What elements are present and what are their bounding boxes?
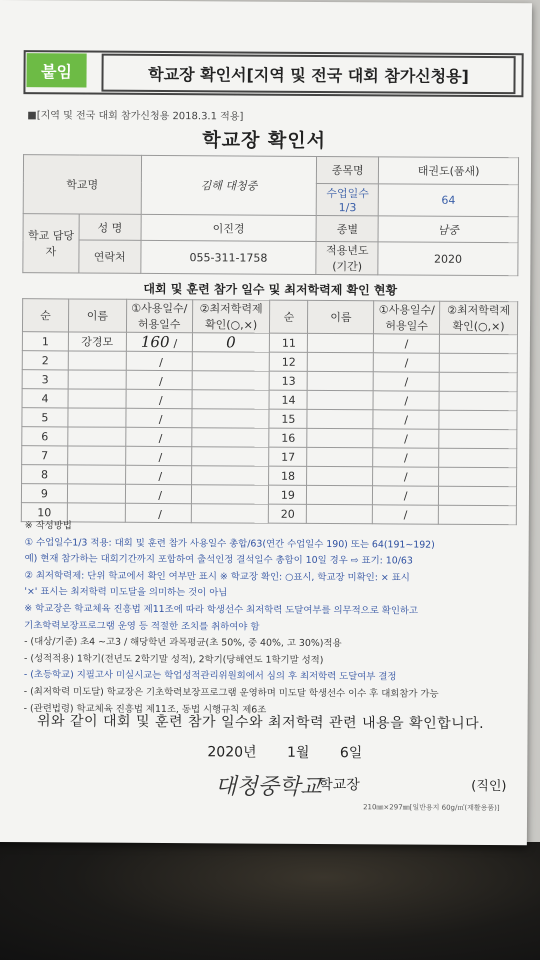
row-name	[68, 370, 126, 389]
row-min-2	[439, 353, 517, 372]
row-days	[126, 351, 192, 370]
name-label: 성 명	[79, 214, 141, 240]
contact-label: 연락처	[79, 240, 141, 273]
category-label: 종별	[316, 215, 378, 241]
col-name-2: 이름	[308, 300, 374, 333]
seal-label: (직인)	[471, 778, 507, 795]
instruction-line: - (대상/기준) 초4 ~고3 / 해당학년 과목평균(초 50%, 중 40%, 고 30%)적용	[24, 636, 342, 650]
col-days: ①사용일수/ 허용일수	[126, 299, 192, 332]
row-min-2	[439, 334, 517, 353]
row-min-2	[439, 391, 517, 410]
row-no: 6	[22, 427, 68, 446]
row-no-2: 17	[269, 447, 307, 466]
row-no-2: 20	[269, 504, 307, 523]
name-value: 이진경	[141, 214, 317, 241]
row-name-2	[308, 371, 374, 390]
instruction-line: ※ 작성방법	[24, 520, 72, 532]
row-days-2: /	[373, 429, 439, 448]
days-value: 160	[140, 332, 170, 352]
row-days-2: /	[373, 448, 439, 467]
sport-label: 종목명	[317, 156, 379, 183]
days-slash: /	[173, 337, 178, 351]
row-name-2	[307, 485, 373, 504]
date-year: 2020년	[207, 744, 257, 761]
days-slash: /	[158, 507, 162, 522]
instruction-line: ① 수업일수1/3 적용: 대회 및 훈련 참가 사용일수 총합/63(연간 수업일수 190) 또는 64(191~192)	[24, 536, 435, 551]
info-table	[22, 154, 519, 276]
row-name	[68, 351, 126, 370]
days-slash: /	[158, 450, 163, 465]
col-no: 순	[22, 299, 68, 332]
row-days	[126, 332, 192, 351]
instruction-line: - (성적적용) 1학기(전년도 2학기말 성적), 2학기(당해연도 1학기말 성적)	[23, 652, 324, 666]
col-min-2: ②최저학력제 확인(○,×)	[440, 301, 518, 334]
version-note: ■[지역 및 전국 대회 참가신청용 2018.3.1 적용]	[27, 110, 244, 123]
attend-label: 수업일수 1/3	[317, 183, 379, 215]
row-min-2	[439, 486, 517, 505]
row-no: 5	[22, 408, 68, 427]
appendix-badge: 붙임	[26, 53, 86, 87]
row-name	[68, 427, 126, 446]
row-name	[67, 484, 125, 503]
instruction-line: ② 최저학력제: 단위 학교에서 확인 여부만 표시 ※ 학교장 확인: ○표시, 학교장 미확인: × 표시	[24, 569, 410, 584]
row-no-2: 18	[269, 466, 307, 485]
row-days-2: /	[373, 391, 439, 410]
attend-value: 64	[378, 184, 518, 217]
row-min-2	[439, 429, 517, 448]
row-no: 9	[21, 484, 67, 503]
row-name-2	[307, 409, 373, 428]
date	[207, 741, 388, 762]
days-slash: /	[158, 412, 163, 427]
row-name	[68, 408, 126, 427]
row-min-2	[439, 410, 517, 429]
instruction-line: 예) 현재 참가하는 대회기간까지 포함하여 출석인정 결석일수 총합이 10일 경우 ⇨ 표기: 10/63	[24, 553, 413, 567]
row-no-2: 13	[270, 371, 308, 390]
row-name	[67, 465, 125, 484]
section-title: 대회 및 훈련 참가 일수 및 최저학력제 확인 현황	[143, 281, 398, 297]
row-min	[191, 485, 269, 504]
row-days-2: /	[373, 467, 439, 486]
row-min-2	[439, 372, 517, 391]
row-days	[126, 370, 192, 389]
year-label: 적용년도 (기간)	[316, 241, 378, 274]
document-title: 학교장 확인서	[202, 129, 327, 153]
instruction-line: - (초등학교) 지필고사 미실시교는 학업성적관리위원회에서 심의 후 최저학력 도달여부 결정	[23, 669, 397, 683]
row-name	[68, 446, 126, 465]
col-days-2: ①사용일수/ 허용일수	[374, 301, 440, 334]
school-value: 김해 대청중	[141, 155, 317, 215]
row-days	[125, 484, 191, 503]
row-name	[68, 389, 126, 408]
row-min	[192, 409, 270, 428]
row-days	[125, 465, 191, 484]
row-min	[192, 390, 270, 409]
row-days	[125, 446, 191, 465]
staff-label: 학교 담당자	[23, 214, 79, 273]
row-no: 7	[22, 446, 68, 465]
dark-surface	[0, 842, 540, 960]
row-days-2: /	[373, 505, 439, 524]
row-days-2: /	[373, 410, 439, 429]
row-no-2: 16	[269, 428, 307, 447]
paper-spec: 210㎜×297㎜[일반용지 60g/㎡(재활용품)]	[363, 803, 500, 813]
days-slash: /	[158, 488, 163, 503]
date-day: 6일	[339, 745, 363, 762]
row-min	[191, 428, 269, 447]
instruction-line: ※ 학교장은 학교체육 진흥법 제11조에 따라 학생선수 최저학력 도달여부를 의무적으로 확인하고	[24, 603, 419, 617]
date-month: 1월	[286, 744, 310, 761]
participation-table	[21, 298, 518, 525]
days-slash: /	[158, 431, 163, 446]
row-min-2	[439, 448, 517, 467]
row-days	[126, 408, 192, 427]
row-no-2: 14	[269, 390, 307, 409]
category-value: 남중	[378, 216, 518, 243]
row-name-2	[307, 390, 373, 409]
contact-value: 055-311-1758	[141, 240, 317, 274]
col-no-2: 순	[270, 300, 308, 333]
handwritten-signature: 대청중학교	[215, 774, 322, 800]
instruction-line: - (관련법령) 학교체육 진흥법 제11조, 동법 시행규칙 제6조	[23, 702, 267, 716]
row-name-2	[308, 333, 374, 352]
row-min	[191, 466, 269, 485]
row-min: 0	[192, 333, 270, 352]
year-value: 2020	[378, 242, 518, 276]
school-label: 학교명	[23, 155, 141, 215]
row-min	[192, 371, 270, 390]
days-slash: /	[158, 393, 163, 408]
row-no: 2	[22, 351, 68, 370]
days-slash: /	[158, 469, 163, 484]
row-days	[126, 389, 192, 408]
row-min	[192, 352, 270, 371]
instructions	[24, 518, 525, 720]
row-name-2	[307, 428, 373, 447]
col-min: ②최저학력제 확인(○,×)	[192, 300, 270, 333]
row-no: 8	[22, 465, 68, 484]
row-name-2	[308, 352, 374, 371]
instruction-line: '×' 표시는 최저학력 미도달을 의미하는 것이 아님	[24, 586, 228, 599]
sport-value: 태권도(품새)	[379, 157, 519, 185]
row-no-2: 11	[270, 333, 308, 352]
row-no-2: 19	[269, 485, 307, 504]
row-days-2: /	[373, 486, 439, 505]
confirmation-text: 위와 같이 대회 및 훈련 참가 일수와 최저학력 관련 내용을 확인합니다.	[36, 713, 485, 732]
instruction-line: - (최저학력 미도달) 학교장은 기초학력보장프로그램 운영하며 미도달 학생선수 이수 후 대회참가 가능	[23, 686, 439, 700]
row-no: 4	[22, 389, 68, 408]
col-name: 이름	[68, 299, 126, 332]
row-name: 강경모	[68, 332, 126, 351]
row-no-2: 15	[269, 409, 307, 428]
row-days	[126, 427, 192, 446]
instruction-line: 기초학력보장프로그램 운영 등 적절한 조치를 취하여야 함	[24, 619, 260, 633]
row-days-2: /	[373, 372, 439, 391]
row-no: 1	[22, 332, 68, 351]
row-min-2	[439, 467, 517, 486]
days-slash: /	[159, 355, 163, 370]
row-no-2: 12	[270, 352, 308, 371]
row-min	[191, 447, 269, 466]
row-name-2	[307, 447, 373, 466]
row-days-2: /	[374, 334, 440, 353]
principal-label: 학교장	[319, 776, 360, 794]
days-slash: /	[158, 374, 163, 389]
row-days-2: /	[373, 353, 439, 372]
row-no: 10	[21, 503, 67, 522]
row-no: 3	[22, 370, 68, 389]
header-title: 학교장 확인서[지역 및 전국 대회 참가신청용]	[101, 54, 515, 95]
row-name-2	[307, 466, 373, 485]
